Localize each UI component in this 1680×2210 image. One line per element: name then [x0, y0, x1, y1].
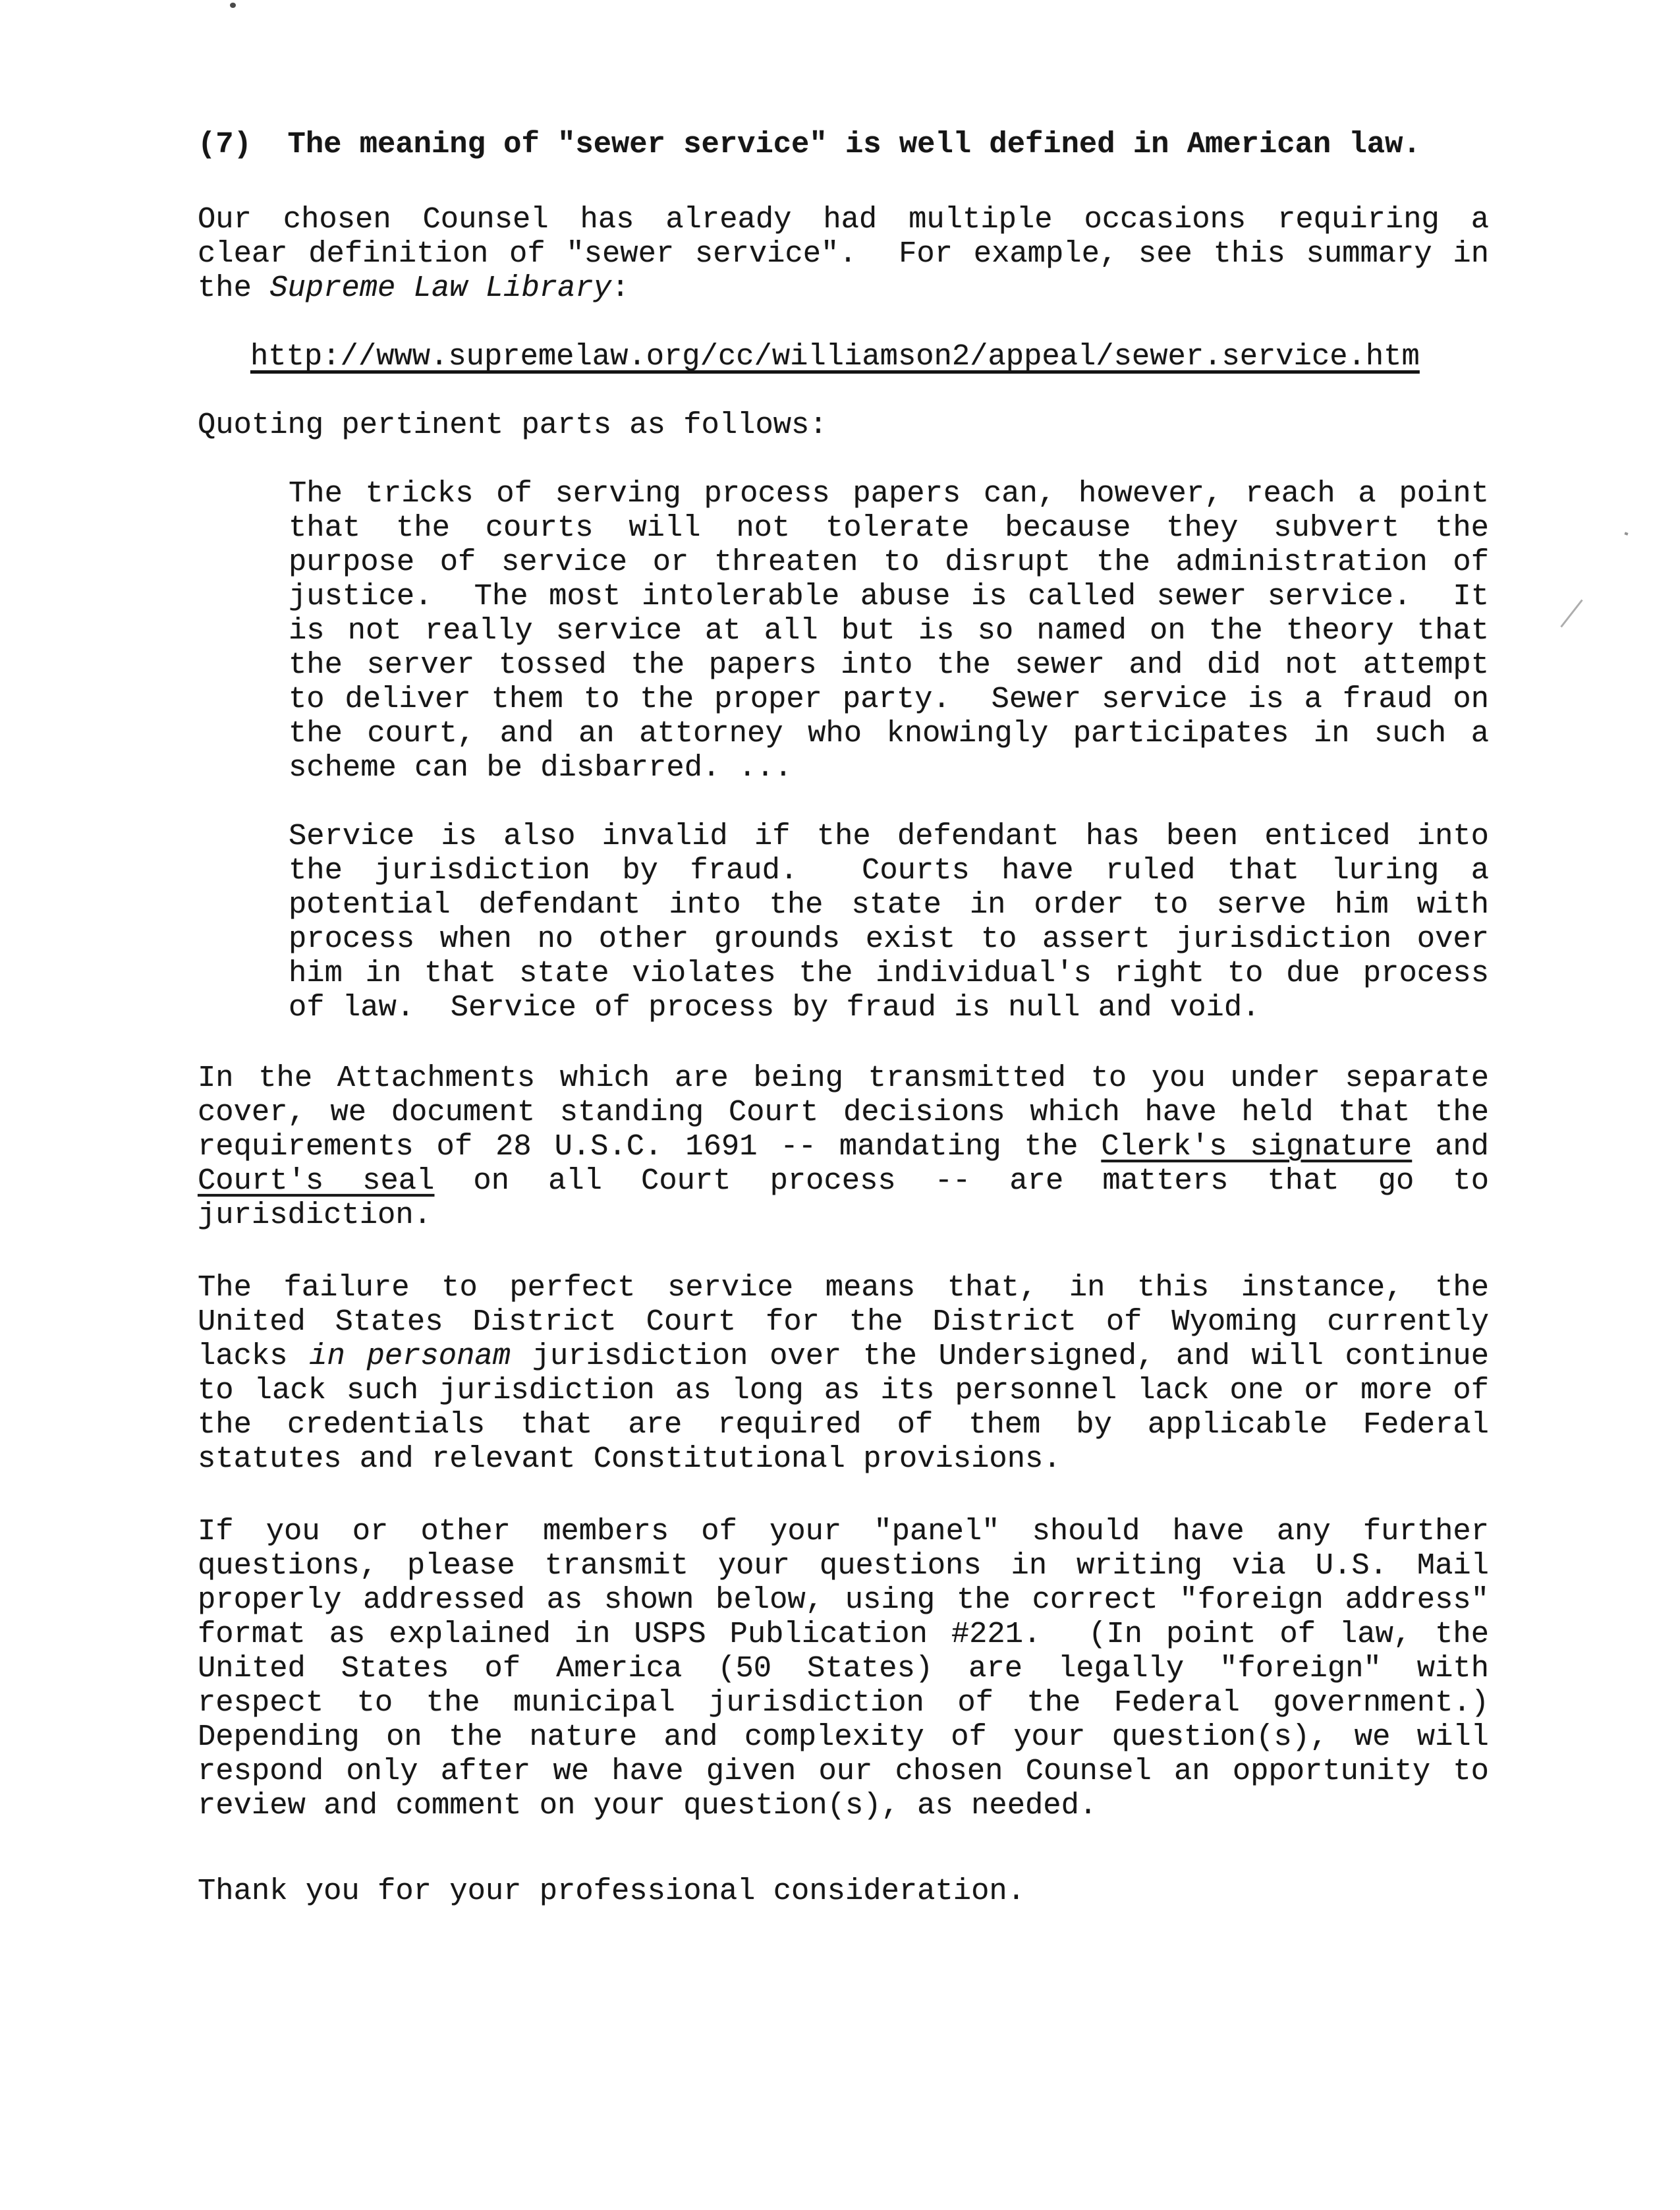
text-segment: purpose of service or threaten to disrupt the administration of [289, 545, 1489, 579]
attachments-paragraph [198, 1061, 1489, 1232]
text-line [289, 579, 1489, 613]
text-line [198, 1095, 1489, 1129]
text-segment: The tricks of serving process papers can, however, reach a point [289, 476, 1489, 511]
questions-paragraph [198, 1514, 1489, 1823]
quoting-line [198, 408, 1489, 442]
text-segment: is not really service at all but is so named on the theory that [289, 613, 1489, 648]
text-line [198, 237, 1489, 271]
text-line [198, 1129, 1489, 1164]
text-segment: process when no other grounds exist to assert jurisdiction over [289, 922, 1489, 956]
scan-artifact-speck [1624, 532, 1628, 535]
text-line [198, 1373, 1489, 1407]
text-line [289, 819, 1489, 853]
text-line [198, 1198, 1489, 1232]
text-segment: format as explained in USPS Publication #221. (In point of law, the [198, 1617, 1489, 1651]
text-line [198, 1164, 1489, 1198]
text-line [198, 1061, 1489, 1095]
text-line [198, 271, 1489, 305]
text-line [289, 613, 1489, 648]
text-segment: on all Court process -- are matters that go to [434, 1164, 1490, 1198]
text-segment: respond only after we have given our chosen Counsel an opportunity to [198, 1754, 1489, 1788]
text-segment: cover, we document standing Court decisions which have held that the [198, 1095, 1489, 1129]
text-segment: Thank you for your professional consideration. [198, 1874, 1026, 1908]
text-segment: jurisdiction. [198, 1198, 432, 1232]
italic-text: in personam [309, 1339, 511, 1373]
text-segment: Our chosen Counsel has already had multiple occasions requiring a [198, 202, 1489, 237]
text-line [198, 1548, 1489, 1583]
quote-paragraph-1 [289, 476, 1489, 785]
text-line [198, 1407, 1489, 1442]
text-line [198, 127, 1489, 161]
text-segment: : [611, 271, 630, 305]
text-line [289, 545, 1489, 579]
url-line [250, 339, 1489, 374]
text-segment: If you or other members of your "panel" should have any further [198, 1514, 1489, 1548]
text-segment: to lack such jurisdiction as long as its personnel lack one or more of [198, 1373, 1489, 1407]
text-segment: review and comment on your question(s), as needed. [198, 1788, 1098, 1823]
document-content [198, 127, 1489, 1908]
text-line [198, 1651, 1489, 1686]
text-line [289, 682, 1489, 716]
heading [198, 127, 1489, 161]
text-segment: Depending on the nature and complexity of your question(s), we will [198, 1720, 1489, 1754]
text-line [198, 1583, 1489, 1617]
text-line [289, 853, 1489, 888]
text-line [198, 202, 1489, 237]
underlined-text: Court's seal [198, 1164, 435, 1198]
text-segment: Service is also invalid if the defendant has been enticed into [289, 819, 1489, 853]
text-segment: that the courts will not tolerate because they subvert the [289, 511, 1489, 545]
text-line [198, 408, 1489, 442]
text-segment: Quoting pertinent parts as follows: [198, 408, 827, 442]
text-segment: properly addressed as shown below, using the correct "foreign address" [198, 1583, 1489, 1617]
text-line [250, 339, 1489, 374]
text-line [198, 1270, 1489, 1305]
intro-paragraph [198, 202, 1489, 305]
text-segment: lacks [198, 1339, 310, 1373]
text-segment: justice. The most intolerable abuse is called sewer service. It [289, 579, 1489, 613]
quote-paragraph-2 [289, 819, 1489, 1025]
text-segment: The failure to perfect service means that, in this instance, the [198, 1270, 1489, 1305]
text-segment: the jurisdiction by fraud. Courts have ruled that luring a [289, 853, 1489, 888]
text-segment: respect to the municipal jurisdiction of the Federal government.) [198, 1686, 1489, 1720]
italic-text: Supreme Law Library [269, 271, 612, 305]
text-line [198, 1686, 1489, 1720]
url-text[interactable]: http://www.supremelaw.org/cc/williamson2/appeal/sewer.service.htm [250, 339, 1420, 374]
text-segment: In the Attachments which are being transmitted to you under separate [198, 1061, 1489, 1095]
text-segment: to deliver them to the proper party. Sewer service is a fraud on [289, 682, 1489, 716]
scan-artifact-dot [230, 3, 236, 8]
service-failure-paragraph [198, 1270, 1489, 1476]
text-segment: him in that state violates the individual's right to due process [289, 956, 1489, 990]
text-line [198, 1874, 1489, 1908]
text-line [198, 1339, 1489, 1373]
text-segment: scheme can be disbarred. ... [289, 751, 793, 785]
text-segment: the server tossed the papers into the sewer and did not attempt [289, 648, 1489, 682]
text-segment: requirements of 28 U.S.C. 1691 -- mandating the [198, 1129, 1102, 1164]
text-segment: the [198, 271, 270, 305]
text-line [198, 1720, 1489, 1754]
text-line [289, 990, 1489, 1025]
text-segment: potential defendant into the state in order to serve him with [289, 888, 1489, 922]
text-line [198, 1617, 1489, 1651]
text-line [198, 1754, 1489, 1788]
text-line [289, 751, 1489, 785]
text-line [198, 1514, 1489, 1548]
text-segment: and [1412, 1129, 1489, 1164]
text-segment: the court, and an attorney who knowingly participates in such a [289, 716, 1489, 751]
text-segment: the credentials that are required of them by applicable Federal [198, 1407, 1489, 1442]
scan-artifact-scratch [1560, 600, 1582, 628]
text-segment: United States District Court for the District of Wyoming currently [198, 1305, 1489, 1339]
text-line [289, 648, 1489, 682]
text-line [198, 1788, 1489, 1823]
text-segment: United States of America (50 States) are legally "foreign" with [198, 1651, 1489, 1686]
text-segment: questions, please transmit your questions in writing via U.S. Mail [198, 1548, 1489, 1583]
closing-line [198, 1874, 1489, 1908]
text-line [289, 922, 1489, 956]
text-segment: statutes and relevant Constitutional provisions. [198, 1442, 1061, 1476]
text-line [289, 511, 1489, 545]
text-line [289, 888, 1489, 922]
text-line [289, 716, 1489, 751]
text-segment: jurisdiction over the Undersigned, and will continue [511, 1339, 1490, 1373]
text-line [289, 476, 1489, 511]
text-segment: clear definition of "sewer service". For example, see this summary in [198, 237, 1489, 271]
text-segment: (7) The meaning of "sewer service" is well defined in American law. [198, 127, 1421, 161]
text-line [198, 1442, 1489, 1476]
text-line [198, 1305, 1489, 1339]
text-line [289, 956, 1489, 990]
text-segment: of law. Service of process by fraud is null and void. [289, 990, 1260, 1025]
underlined-text: Clerk's signature [1101, 1129, 1413, 1164]
